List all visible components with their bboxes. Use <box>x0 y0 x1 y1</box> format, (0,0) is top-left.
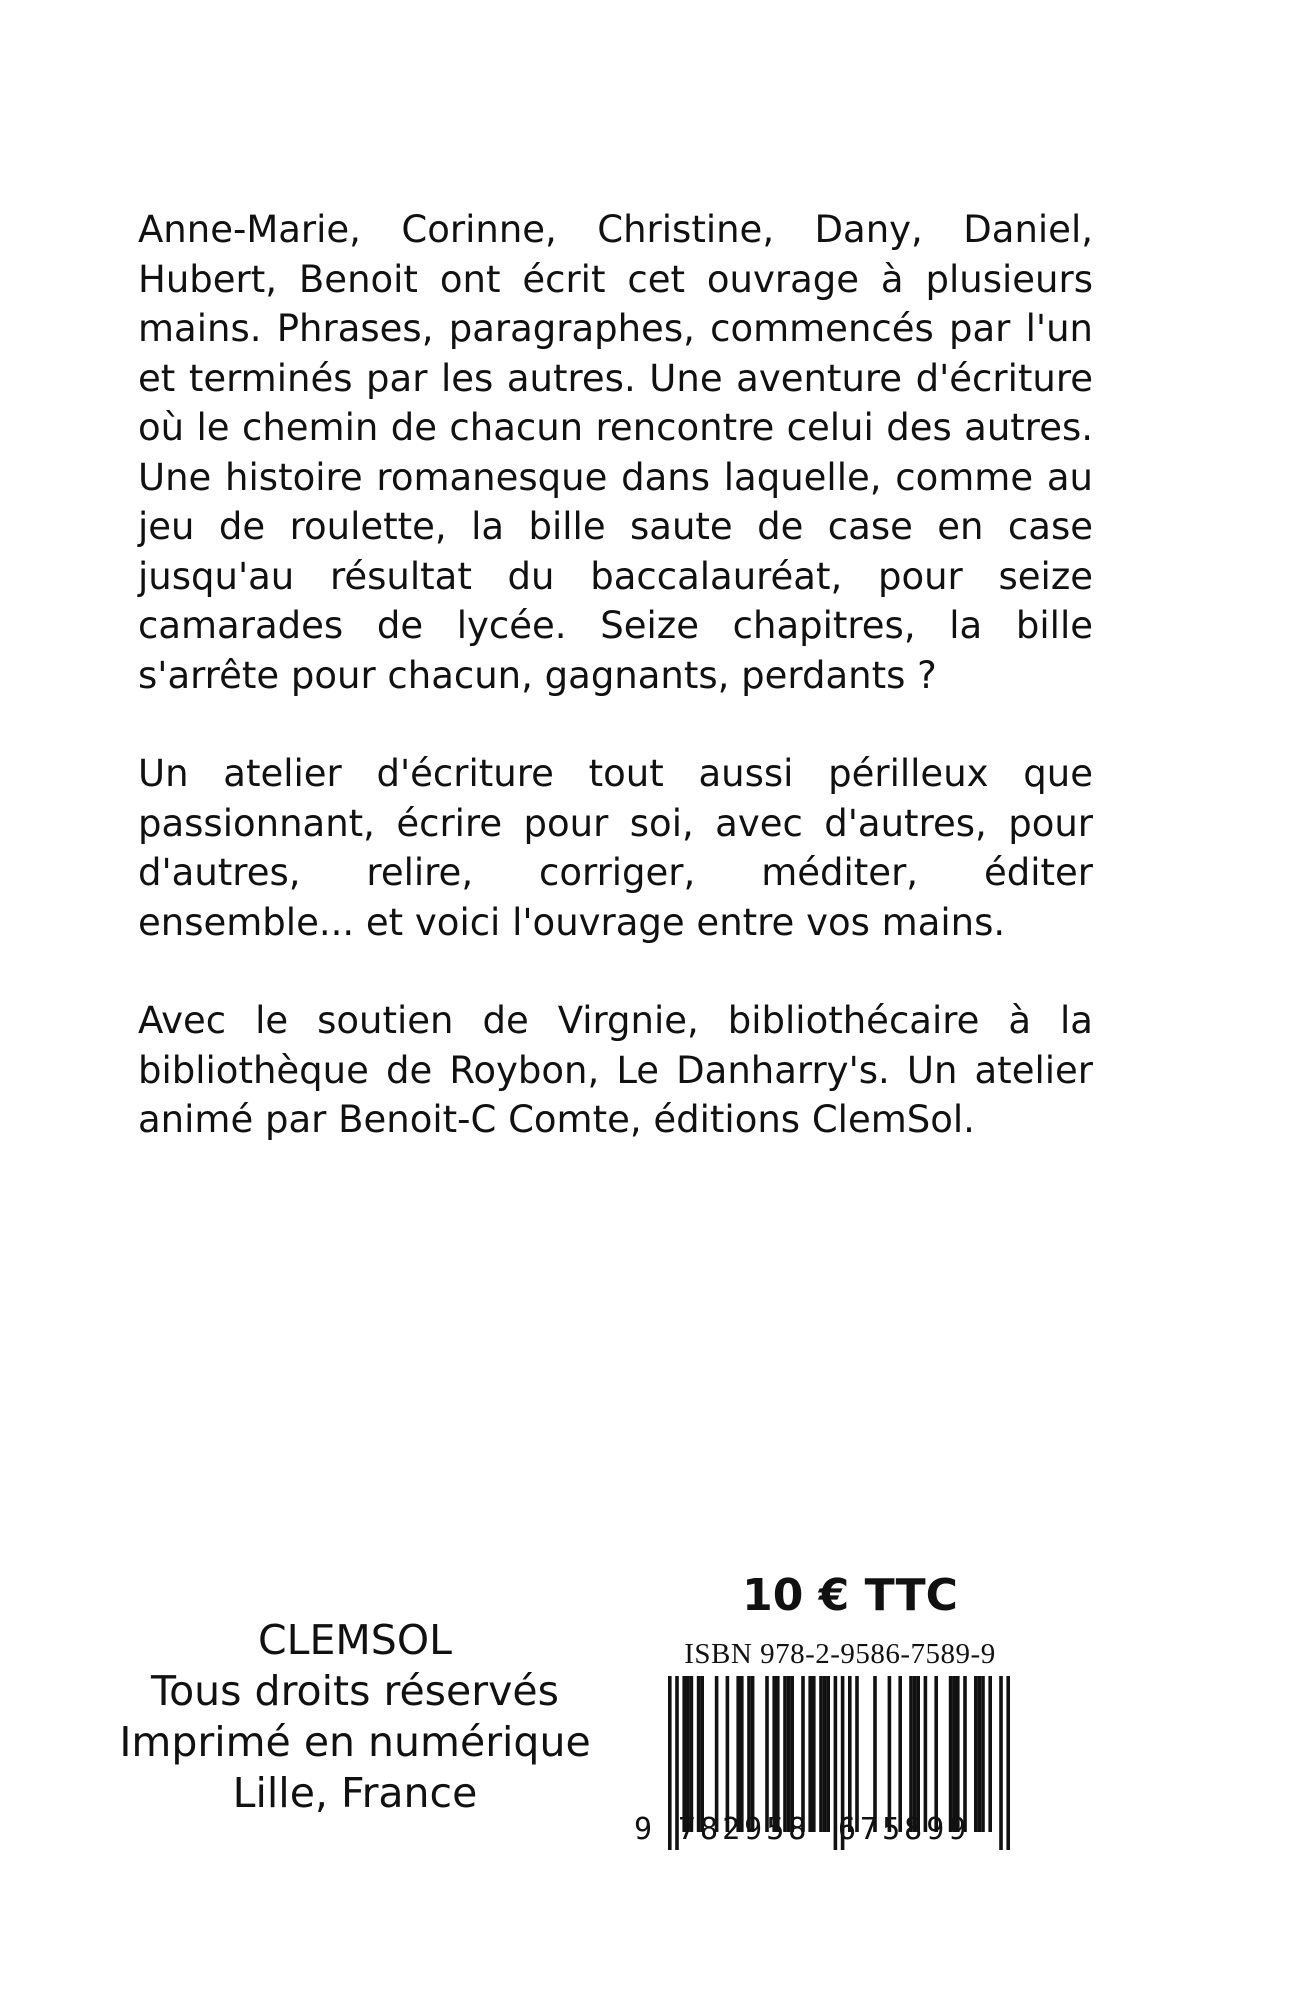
barcode-bar <box>686 1676 690 1832</box>
barcode-bar <box>1006 1676 1010 1850</box>
barcode-bar <box>855 1676 859 1832</box>
barcode-bar <box>916 1676 920 1832</box>
publisher-name: CLEMSOL <box>258 1616 452 1664</box>
barcode-bar <box>888 1676 892 1832</box>
barcode-bar <box>776 1676 780 1832</box>
barcode-bar <box>898 1676 902 1832</box>
barcode-bar <box>819 1676 823 1832</box>
barcode-bar <box>873 1676 877 1832</box>
barcode-bar <box>726 1676 730 1832</box>
barcode-bar <box>913 1676 917 1832</box>
barcode-bar <box>740 1676 744 1832</box>
barcode-bar <box>949 1676 953 1832</box>
barcode-bar <box>934 1676 938 1832</box>
barcode-bar <box>974 1676 978 1832</box>
barcode-bar <box>826 1676 830 1832</box>
barcode-bar <box>690 1676 694 1832</box>
isbn-number: ISBN 978-2-9586-7589-9 <box>684 1638 996 1670</box>
barcode-bar <box>963 1676 967 1832</box>
barcode-bar <box>790 1676 794 1832</box>
barcode-bar <box>682 1676 686 1832</box>
barcode-bar <box>783 1676 787 1832</box>
barcode-bar <box>787 1676 791 1832</box>
barcode-bar <box>700 1676 704 1832</box>
barcode-bar <box>834 1676 838 1850</box>
barcode-bar <box>999 1676 1003 1850</box>
barcode-bar <box>981 1676 985 1832</box>
barcode-bar <box>952 1676 956 1832</box>
barcode-bar <box>988 1676 992 1832</box>
blurb-paragraph-1: Anne-Marie, Corinne, Christine, Dany, Daniel, Hubert, Benoit ont écrit cet ouvrage à plusieurs mains. Phrases, paragraphes, commencés par l'un et terminés par les autres. Une aventure d'écriture où le chemin de chacun rencontre celui des autres. Une histoire romanesque dans laquelle, comme au jeu de roulette, la bille saute de case en case jusqu'au résultat du baccalauréat, pour seize camarades de lycée. Seize chapitres, la bille s'arrête pour chacun, gagnants, perdants ? <box>138 208 1093 697</box>
barcode-bar <box>924 1676 928 1832</box>
barcode-bar <box>668 1676 672 1850</box>
barcode-lead-digit: 9 <box>634 1812 653 1847</box>
back-cover-blurb <box>138 205 1093 1194</box>
barcode-bar <box>956 1676 960 1832</box>
publisher-imprint <box>95 1615 615 1819</box>
barcode-right-digits: 675899 <box>838 1812 971 1847</box>
blurb-paragraph-3: Avec le soutien de Virgnie, bibliothécaire à la bibliothèque de Roybon, Le Danharry's. Un atelier animé par Benoit-C Comte, éditions ClemSol. <box>138 999 1093 1141</box>
barcode-bar <box>747 1676 751 1832</box>
barcode-left-digits: 782958 <box>678 1812 811 1847</box>
price-label: 10 € TTC <box>742 1570 958 1621</box>
barcode-bar <box>823 1676 827 1832</box>
barcode-bar <box>697 1676 701 1832</box>
barcode-bar <box>715 1676 719 1832</box>
rights-notice: Tous droits réservés <box>151 1667 559 1715</box>
printing-location: Lille, France <box>232 1769 478 1817</box>
barcode-bar <box>848 1676 852 1832</box>
barcode-bar <box>765 1676 769 1832</box>
printing-notice: Imprimé en numérique <box>119 1718 591 1766</box>
barcode-bar <box>801 1676 805 1832</box>
blurb-paragraph-2: Un atelier d'écriture tout aussi périlleux que passionnant, écrire pour soi, avec d'autres, pour d'autres, relire, corriger, méditer, éditer ensemble... et voici l'ouvrage entre vos mains. <box>138 752 1093 944</box>
barcode-bar <box>812 1676 816 1832</box>
barcode-bar <box>751 1676 755 1832</box>
barcode-bar <box>978 1676 982 1832</box>
barcode-bar <box>909 1676 913 1832</box>
barcode-bar <box>772 1676 776 1832</box>
barcode-bar <box>736 1676 740 1832</box>
barcode-bar <box>808 1676 812 1832</box>
